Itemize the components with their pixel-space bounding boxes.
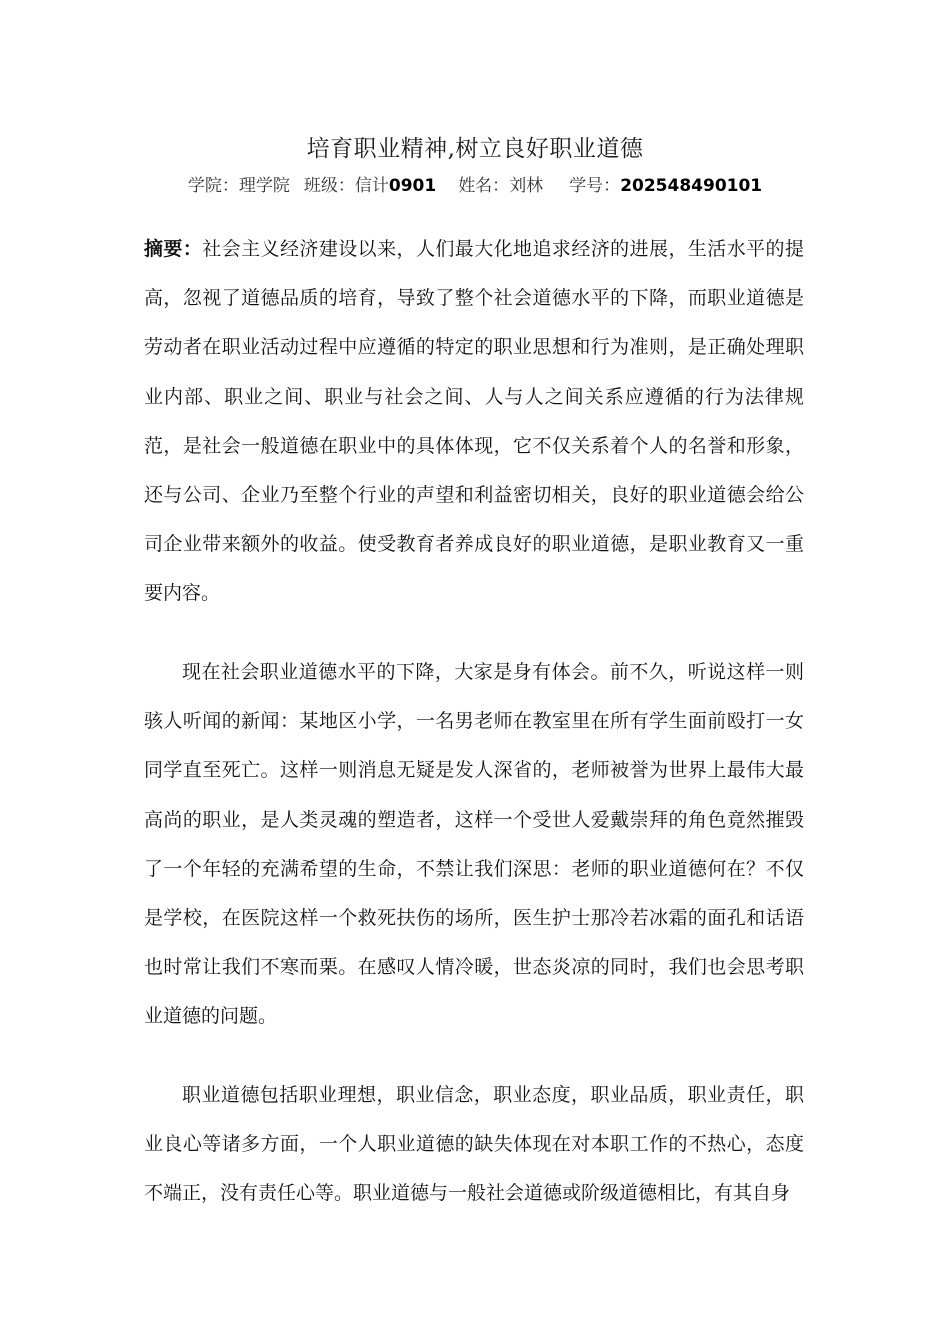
college-label: 学院： bbox=[187, 176, 239, 196]
body-paragraph-2: 职业道德包括职业理想，职业信念，职业态度，职业品质，职业责任，职业良心等诸多方面，一个人职业道德的缺失体现在对本职工作的不热心，态度不端正，没有责任心等。职业道德与一般社会道德或阶级道德相比，有其自身 bbox=[144, 1084, 804, 1205]
author-info-line bbox=[0, 172, 950, 200]
college-value: 理学院 bbox=[238, 176, 290, 196]
class-prefix: 信计 bbox=[354, 176, 389, 196]
abstract-label: 摘要： bbox=[144, 238, 203, 260]
student-id-label: 学号： bbox=[569, 176, 621, 196]
body-paragraph-1: 现在社会职业道德水平的下降，大家是身有体会。前不久，听说这样一则骇人听闻的新闻：某地区小学，一名男老师在教室里在所有学生面前殴打一女同学直至死亡。这样一则消息无疑是发人深省的，老师被誉为世界上最伟大最高尚的职业，是人类灵魂的塑造者，这样一个受世人爱戴崇拜的角色竟然摧毁了一个年轻的充满希望的生命，不禁让我们深思：老师的职业道德何在？不仅是学校，在医院这样一个救死扶伤的场所，医生护士那冷若冰霜的面孔和话语也时常让我们不寒而栗。在感叹人情冷暖，世态炎凉的同时，我们也会思考职业道德的问题。 bbox=[144, 661, 804, 1028]
class-number: 0901 bbox=[388, 176, 437, 196]
document-title: 培育职业精神,树立良好职业道德 bbox=[306, 136, 644, 162]
abstract-section bbox=[144, 225, 804, 619]
class-label: 班级： bbox=[303, 176, 355, 196]
name-label: 姓名： bbox=[458, 176, 510, 196]
student-id-number: 202548490101 bbox=[620, 176, 763, 196]
abstract-text: 社会主义经济建设以来，人们最大化地追求经济的进展，生活水平的提高，忽视了道德品质的培育，导致了整个社会道德水平的下降，而职业道德是劳动者在职业活动过程中应遵循的特定的职业思想和行为准则，是正确处理职业内部、职业之间、职业与社会之间、人与人之间关系应遵循的行为法律规范，是社会一般道德在职业中的具体体现，它不仅关系着个人的名誉和形象，还与公司、企业乃至整个行业的声望和利益密切相关，良好的职业道德会给公司企业带来额外的收益。使受教育者养成良好的职业道德，是职业教育又一重要内容。 bbox=[144, 238, 804, 605]
name-value: 刘林 bbox=[509, 176, 544, 196]
